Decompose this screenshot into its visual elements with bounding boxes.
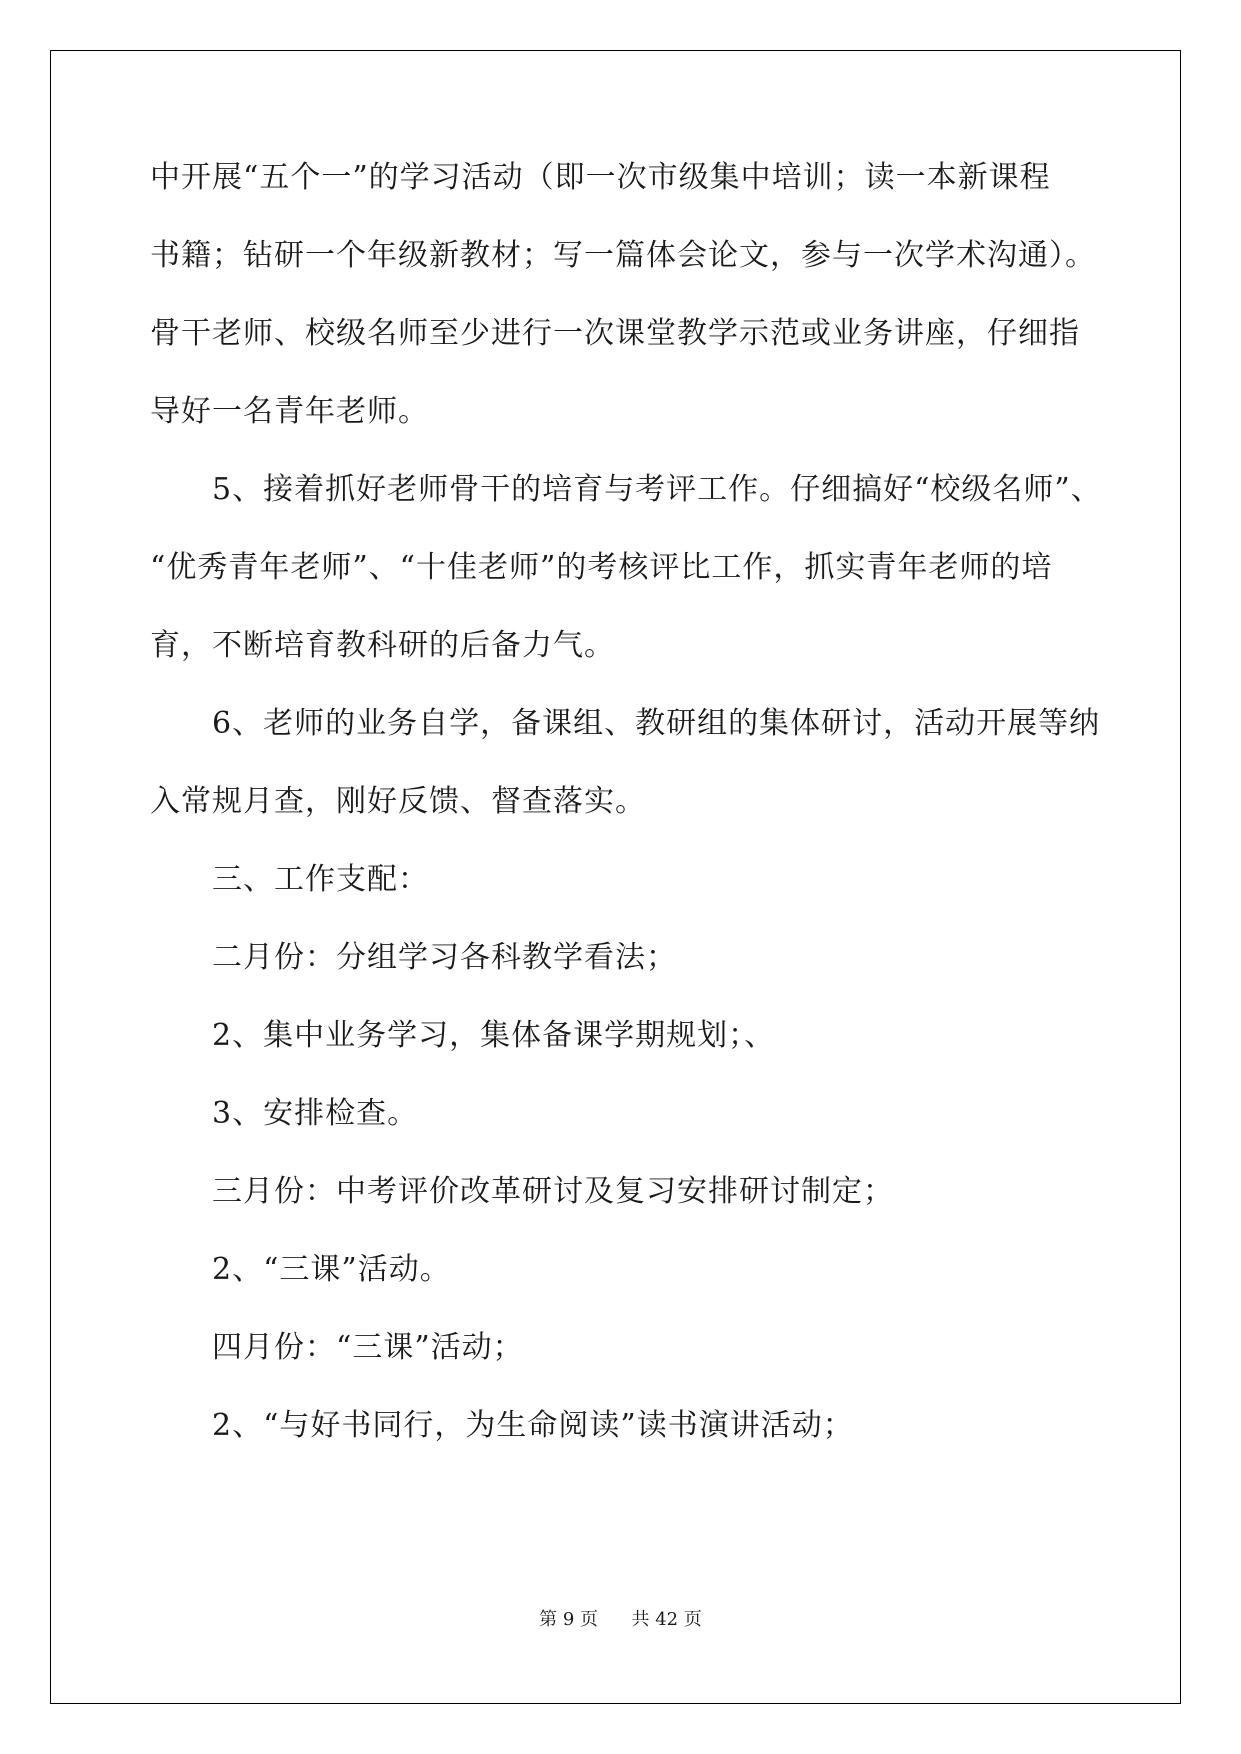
paragraph-start-line: 二月份：分组学习各科教学看法； [212,940,677,975]
page-footer [0,1608,1241,1632]
paragraph-start-line: 3、安排检查。 [212,1096,419,1131]
text-line: 骨干老师、校级名师至少进行一次课堂教学示范或业务讲座，仔细指 [150,316,1080,351]
text-line: 育，不断培育教科研的后备力气。 [150,628,615,663]
page-total: 共 42 页 [631,1609,702,1630]
section-heading: 三、工作支配： [212,862,429,897]
paragraph-start-line: 四月份：“三课”活动； [212,1330,524,1365]
paragraph-start-line: 6、老师的业务自学，备课组、教研组的集体研讨，活动开展等纳 [212,706,1101,741]
text-line: 书籍；钻研一个年级新教材；写一篇体会论文，参与一次学术沟通）。 [150,238,1096,273]
text-line: 入常规月查，刚好反馈、督查落实。 [150,784,646,819]
paragraph-start-line: 5、接着抓好老师骨干的培育与考评工作。仔细搞好“校级名师”、 [212,472,1102,507]
page-number: 第 9 页 [539,1609,599,1630]
text-line: 中开展“五个一”的学习活动（即一次市级集中培训；读一本新课程 [150,160,1051,195]
paragraph-start-line: 2、集中业务学习，集体备课学期规划；、 [212,1018,776,1053]
paragraph-start-line: 2、“与好书同行，为生命阅读”读书演讲活动； [212,1408,854,1443]
paragraph-start-line: 2、“三课”活动。 [212,1252,451,1287]
paragraph-start-line: 三月份：中考评价改革研讨及复习安排研讨制定； [212,1174,894,1209]
text-line: “优秀青年老师”、“十佳老师”的考核评比工作，抓实青年老师的培 [150,550,1053,585]
text-line: 导好一名青年老师。 [150,394,429,429]
